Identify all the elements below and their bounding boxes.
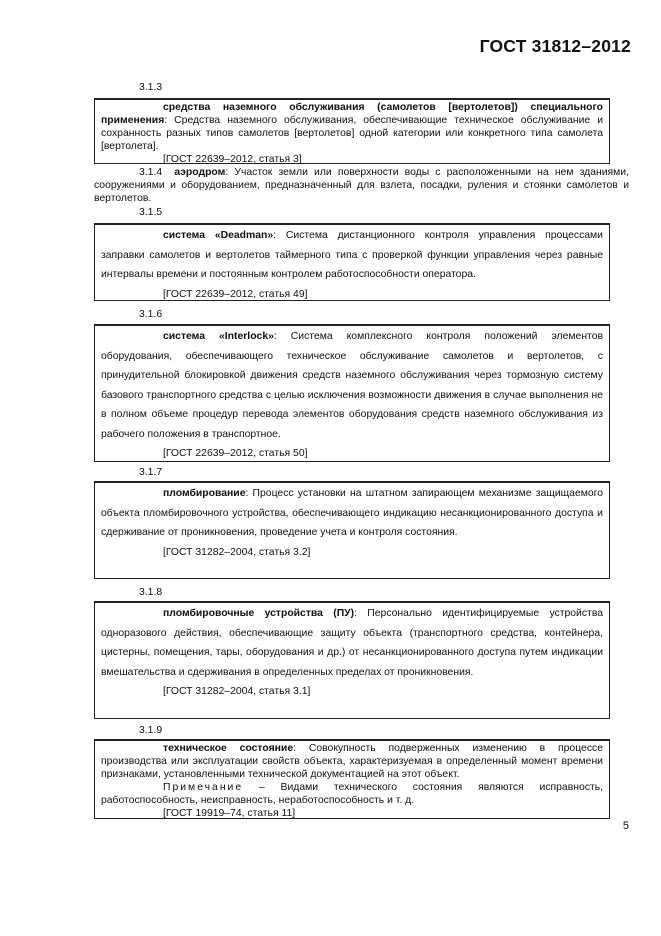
definition: : Персонально идентифицируемые устройства одноразового действия, обеспечивающие защиту объекта (транспортного средства, контейнера, цистерны, помещения, тары, оборудования и др.) от несанкционированного доступа путем индикации вмешательства и сдерживания в определенных пределах от проникновения. <box>101 608 603 678</box>
term: система «Deadman» <box>163 230 274 241</box>
definition-box <box>94 739 610 819</box>
definition-text <box>101 742 603 781</box>
definition: : Участок земли или поверхности воды с расположенными на нем зданиями, сооружениями и оборудованием, предназначенный для взлета, посадки, руления и стоянки самолетов и вертолетов. <box>94 167 629 204</box>
note-label: Примечание <box>163 782 244 793</box>
standard-code: ГОСТ 31812–2012 <box>479 36 631 56</box>
plain-entry <box>94 166 629 205</box>
term: средства наземного обслуживания (самолетов [вертолетов]) специального применения <box>101 102 603 126</box>
definition-text <box>101 604 603 682</box>
definition: : Система дистанционного контроля управления процессами заправки самолетов и вертолетов таймерного типа с проверкой функции управления через равные интервалы времени и постоянным контролем работоспособности оператора. <box>101 230 603 280</box>
source-reference: [ГОСТ 19919–74, статья 11] <box>163 808 296 819</box>
definition-text <box>101 101 603 153</box>
page-number: 5 <box>622 820 629 832</box>
definition-box <box>94 98 610 164</box>
definition-text <box>101 226 603 285</box>
source-reference: [ГОСТ 22639–2012, статья 49] <box>163 288 308 300</box>
note-body: – Видами технического состояния являются исправность, работоспособность, неисправность, неработоспособность и т. д. <box>101 782 603 806</box>
entry-number: 3.1.4 <box>139 167 163 178</box>
term: система «Interlock» <box>163 331 274 342</box>
term: пломбирование <box>163 488 246 499</box>
source-reference: [ГОСТ 22639–2012, статья 3] <box>163 154 302 165</box>
definition: : Средства наземного обслуживания, обеспечивающие техническое обслуживание и сохранность разных типов самолетов [вертолетов] одной категории или конкретного типа самолета [вертолета]. <box>101 115 603 152</box>
definition: : Система комплексного контроля положений элементов оборудования, обеспечивающего техническое обслуживание самолетов и вертолетов, с принудительной блокировкой движения средств наземного обслуживания через тормозную систему базового транспортного средства с целью исключения возможности движения в случае выполнения не в полном объеме процедур перевода элементов оборудования средств наземного обслуживания из рабочего положения в транспортное. <box>101 331 603 440</box>
definition: : Совокупность подверженных изменению в процессе производства или эксплуатации свойств объекта, характеризуемая в определенный момент времени признаками, установленными технической документацией на этот объект. <box>101 743 603 780</box>
term: техническое состояние <box>163 743 294 754</box>
entry-number: 3.1.7 <box>139 467 163 478</box>
definition-text <box>101 327 603 444</box>
entry-number: 3.1.6 <box>139 309 163 320</box>
definition-box <box>94 324 610 462</box>
note-text <box>101 781 603 807</box>
definition-box <box>94 223 610 301</box>
definition: : Процесс установки на штатном запирающем механизме защищаемого объекта пломбировочного устройства, обеспечивающего индикацию несанкционированного доступа и сдерживание от проникновения, проведение учета и контроля состояния. <box>101 488 603 538</box>
term: пломбировочные устройства (ПУ) <box>163 608 355 619</box>
source-reference: [ГОСТ 31282–2004, статья 3.1] <box>163 686 311 697</box>
source-reference: [ГОСТ 22639–2012, статья 50] <box>163 448 308 459</box>
entry-number: 3.1.8 <box>139 587 163 598</box>
definition-box <box>94 481 610 579</box>
definition-text <box>101 484 603 543</box>
entry-number: 3.1.5 <box>139 207 163 218</box>
entry-number: 3.1.9 <box>139 725 163 736</box>
term: аэродром <box>174 167 226 178</box>
entry-number: 3.1.3 <box>139 82 163 93</box>
definition-box <box>94 601 610 719</box>
source-reference: [ГОСТ 31282–2004, статья 3.2] <box>163 546 311 558</box>
